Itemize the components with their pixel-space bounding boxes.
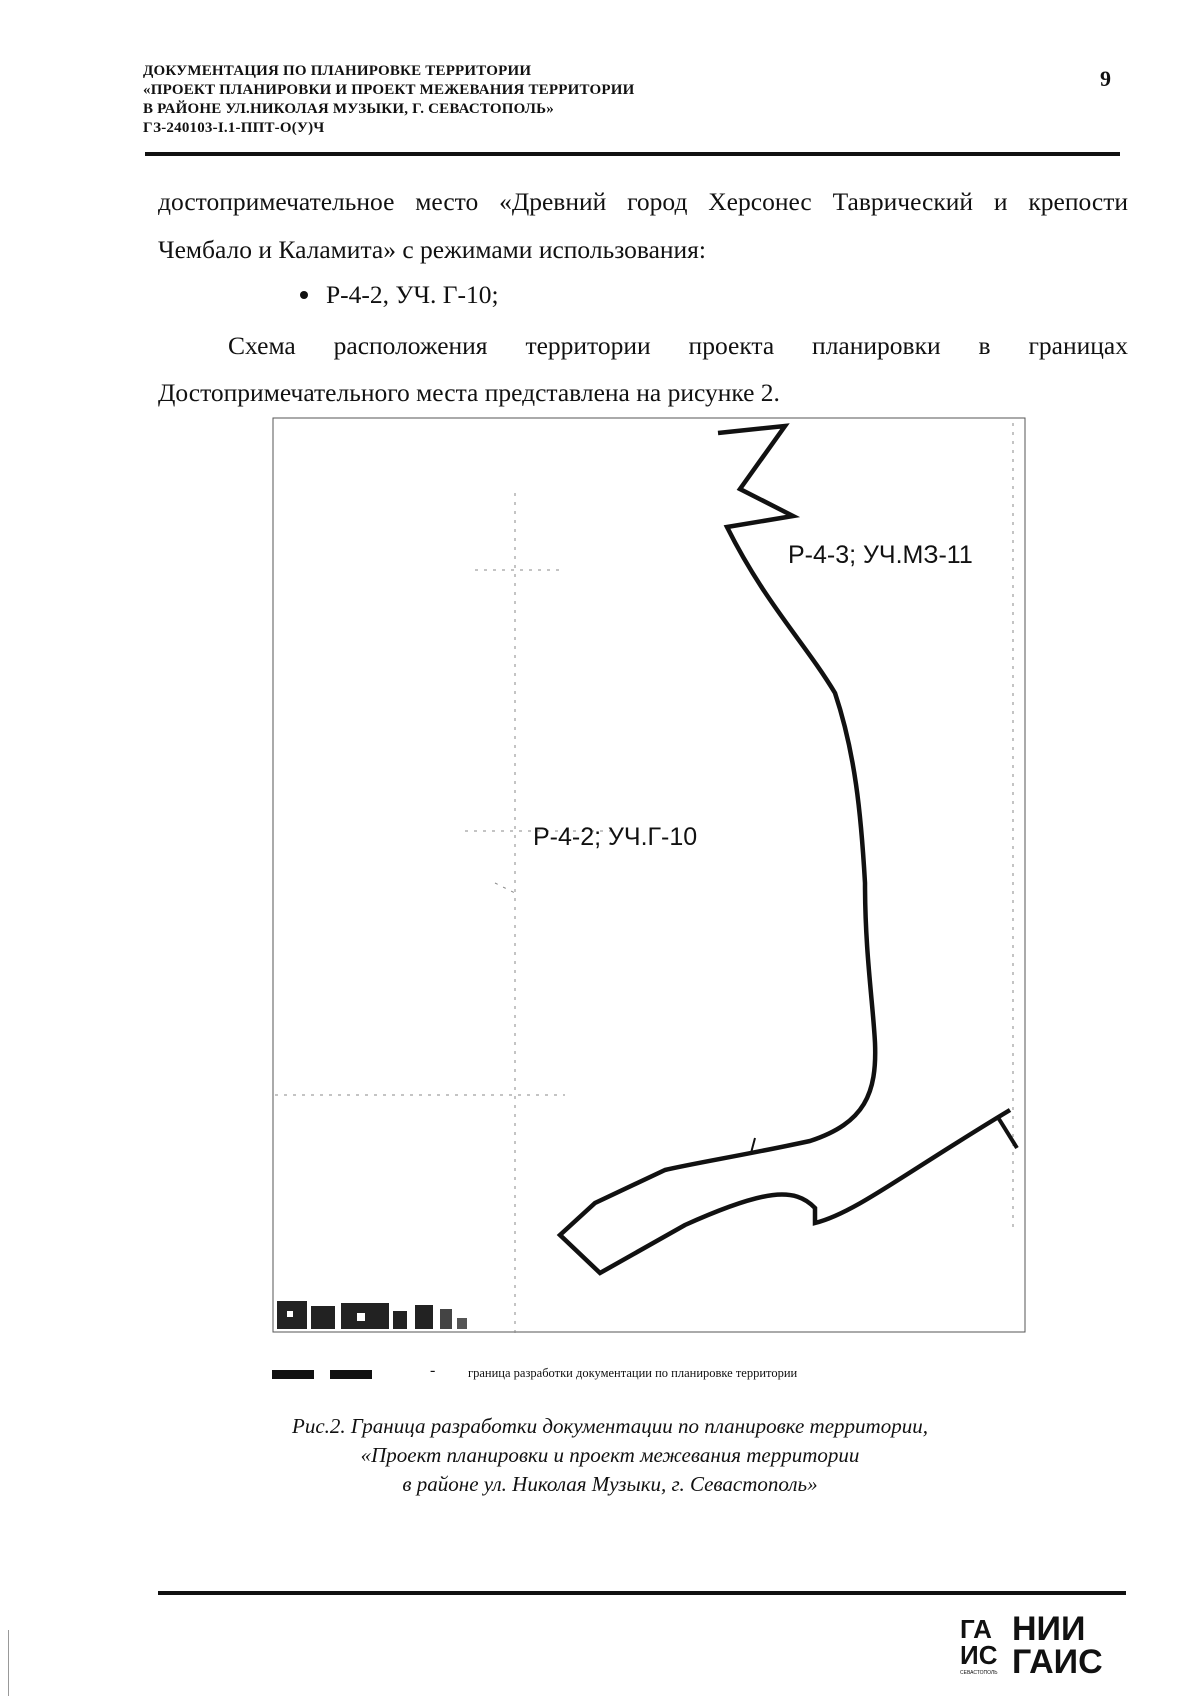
paragraph-1-line-1: достопримечательное место «Древний город Херсонес Таврический и крепости — [158, 187, 1128, 216]
legend — [272, 1362, 972, 1386]
header-line-1: ДОКУМЕНТАЦИЯ ПО ПЛАНИРОВКЕ ТЕРРИТОРИИ — [143, 63, 532, 79]
header-rule — [145, 152, 1120, 156]
map-figure — [265, 413, 1035, 1338]
legend-dash: - — [430, 1362, 436, 1379]
logo-emblem-bottom: ИС — [960, 1640, 998, 1670]
paragraph-1-line-2: Чембало и Каламита» с режимами использования: — [158, 235, 707, 264]
legend-swatch-1 — [272, 1370, 314, 1379]
logo-svg — [960, 1610, 1140, 1676]
logo-line-2: ГАИС — [1012, 1643, 1103, 1676]
boundary-tick — [999, 1119, 1017, 1148]
figure-caption — [250, 1412, 970, 1499]
logo-emblem-top: ГА — [960, 1614, 992, 1644]
company-logo — [960, 1610, 1140, 1676]
bullet-item — [300, 280, 499, 310]
legend-swatch-2 — [330, 1370, 372, 1379]
legend-text: граница разработки документации по планировке территории — [468, 1366, 798, 1380]
document-header — [143, 62, 1143, 138]
paragraph-2-line-1: Схема расположения территории проекта планировки в границах — [228, 331, 1128, 360]
footer-rule — [158, 1591, 1126, 1595]
map-svg — [265, 413, 1035, 1338]
scan-noise — [277, 1301, 467, 1329]
caption-line-1: Рис.2. Граница разработки документации по планировке территории, — [292, 1414, 928, 1438]
paragraph-2-line-2: Достопримечательного места представлена на рисунке 2. — [158, 378, 780, 407]
caption-line-3: в районе ул. Николая Музыки, г. Севастополь» — [402, 1472, 818, 1496]
header-line-2: «ПРОЕКТ ПЛАНИРОВКИ И ПРОЕКТ МЕЖЕВАНИЯ ТЕРРИТОРИИ — [143, 82, 635, 98]
header-line-3: В РАЙОНЕ УЛ.НИКОЛАЯ МУЗЫКИ, Г. СЕВАСТОПОЛЬ» — [143, 101, 554, 117]
scan-edge-mark — [8, 1630, 9, 1696]
page-number: 9 — [1100, 66, 1111, 91]
zone-label-2: Р-4-2; УЧ.Г-10 — [533, 823, 698, 851]
header-line-4: ГЗ-240103-I.1-ППТ-О(У)Ч — [143, 120, 325, 136]
bullet-dot-icon — [300, 291, 308, 299]
bullet-text: Р-4-2, УЧ. Г-10; — [326, 280, 499, 309]
logo-small-text: СЕВАСТОПОЛЬ — [960, 1670, 998, 1676]
logo-line-1: НИИ — [1012, 1610, 1086, 1648]
caption-line-2: «Проект планировки и проект межевания территории — [360, 1443, 860, 1467]
zone-label-1: Р-4-3; УЧ.МЗ-11 — [788, 541, 973, 569]
